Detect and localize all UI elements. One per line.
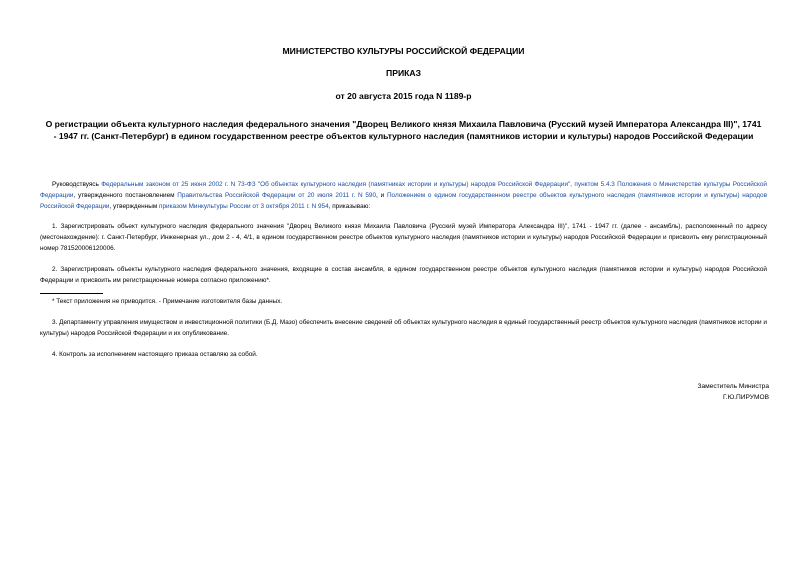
preamble-text-5: , приказываю: <box>328 202 371 210</box>
item-3-paragraph: 3. Департаменту управления имуществом и инвестиционной политики (Б.Д. Мазо) обеспечить внесение сведений об объектах культурного наследия в единый государственный реестр объектов культурного наследия (памятников истории и культуры) народов Российской Федерации и их опубликование. <box>40 319 767 337</box>
doc-date-number: от 20 августа 2015 года N 1189-р <box>335 91 472 101</box>
link-federal-law[interactable]: Федеральным законом от 25 июня 2002 г. N 73-ФЗ "Об объектах культурного наследия (памятниках истории и культуры) народов Российской Федерации", пунктом 5.4.3 Положения о Министерстве культуры Российской Федерации <box>40 181 767 199</box>
ministry-title: МИНИСТЕРСТВО КУЛЬТУРЫ РОССИЙСКОЙ ФЕДЕРАЦИИ <box>282 46 525 56</box>
signatory-name: Г.Ю.ПИРУМОВ <box>722 394 769 401</box>
item-2-paragraph: 2. Зарегистрировать объекты культурного наследия федерального значения, входящие в состав ансамбля, в едином государственном реестре объектов культурного наследия (памятников истории и культуры) народов Российской Федерации и присвоить им регистрационные номера согласно приложению*. <box>40 266 767 284</box>
doc-subject: О регистрации объекта культурного наследия федерального значения "Дворец Великого князя Михаила Павловича (Русский музей Императора Александра III)", 1741 - 1947 гг. (Санкт-Петербург) в едином государственном реестре объектов культурного наследия (памятников истории и культуры) народов Российской Федерации <box>45 119 762 141</box>
preamble-text-3: , и <box>376 191 387 199</box>
link-ministry-order[interactable]: приказом Минкультуры России от 3 октября 2011 г. N 954 <box>158 202 329 210</box>
footnote: * Текст приложения не приводится. - Примечание изготовителя базы данных. <box>52 298 283 305</box>
doc-type: ПРИКАЗ <box>386 68 421 78</box>
footnote-divider <box>40 293 103 294</box>
preamble-text-1: Руководствуясь <box>52 181 102 188</box>
item-4-paragraph: 4. Контроль за исполнением настоящего приказа оставляю за собой. <box>52 351 258 358</box>
item-1-paragraph: 1. Зарегистрировать объект культурного наследия федерального значения "Дворец Великого князя Михаила Павловича (Русский музей Императора Александра III)", 1741 - 1947 гг. (далее - ансамбль), расположенный по адресу (местонахождение): г. Санкт-Петербург, Инженерная ул., дом 2 - 4, 4/1, в едином государственном реестре объектов культурного наследия (памятников истории и культуры) народов Российской Федерации и присвоить ему регистрационный номер 781520006120006. <box>40 223 767 252</box>
preamble-text-4: , утвержденным <box>109 202 159 210</box>
signature-block <box>697 381 769 403</box>
signatory-position: Заместитель Министра <box>697 383 769 390</box>
preamble-text-2: , утвержденного постановлением <box>73 191 178 199</box>
preamble-paragraph <box>40 180 767 212</box>
link-government-resolution[interactable]: Правительства Российской Федерации от 20 июля 2011 г. N 590 <box>177 191 377 199</box>
link-registry-regulation[interactable]: Положением о едином государственном реестре объектов культурного наследия (памятников истории и культуры) народов Российской Федерации <box>40 191 767 210</box>
